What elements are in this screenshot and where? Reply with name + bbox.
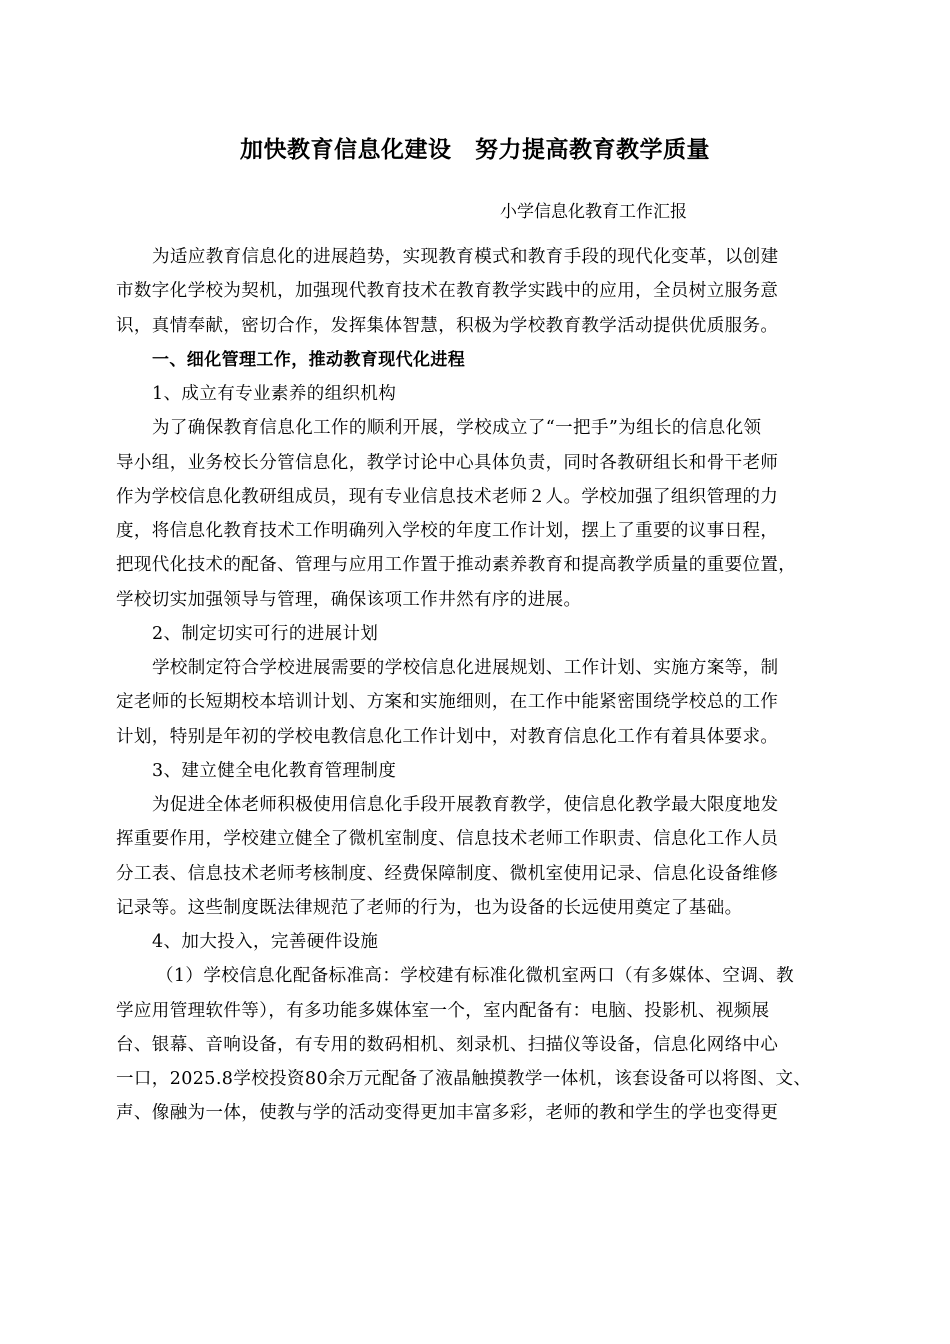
subsection-heading: 1、成立有专业素养的组织机构: [152, 384, 397, 404]
paragraph-line: 分工表、信息技术老师考核制度、经费保障制度、微机室使用记录、信息化设备维修: [116, 863, 779, 884]
document-subtitle: 小学信息化教育工作汇报: [500, 202, 687, 222]
paragraph-line: 度，将信息化教育技术工作明确列入学校的年度工作计划，摆上了重要的议事日程，: [116, 521, 779, 541]
subsection-heading: 3、建立健全电化教育管理制度: [152, 760, 397, 781]
document-body: [116, 240, 828, 1131]
paragraph-line: 市数字化学校为契机，加强现代教育技术在教育教学实践中的应用，全员树立服务意: [116, 281, 779, 302]
paragraph-line: 挥重要作用，学校建立健全了微机室制度、信息技术老师工作职责、信息化工作人员: [116, 829, 779, 850]
subsection-heading: 2、制定切实可行的进展计划: [152, 623, 379, 644]
section-heading: 一、细化管理工作，推动教育现代化进程: [152, 349, 466, 370]
paragraph-line: 学校制定符合学校进展需要的学校信息化进展规划、工作计划、实施方案等，制: [152, 658, 779, 678]
paragraph-line: 一口，2025.8学校投资80余万元配备了液晶触摸教学一体机，该套设备可以将图、文、: [116, 1069, 812, 1089]
paragraph-line: 声、像融为一体，使教与学的活动变得更加丰富多彩，老师的教和学生的学也变得更: [116, 1103, 779, 1124]
paragraph-line: 记录等。这些制度既法律规范了老师的行为，也为设备的长远使用奠定了基础。: [116, 897, 743, 918]
paragraph-line: 为了确保教育信息化工作的顺利开展，学校成立了“一把手”为组长的信息化领: [152, 418, 762, 439]
paragraph-line: 学校切实加强领导与管理，确保该项工作井然有序的进展。: [116, 589, 582, 610]
paragraph-line: 识，真情奉献，密切合作，发挥集体智慧，积极为学校教育教学活动提供优质服务。: [116, 315, 779, 336]
document-title: 加快教育信息化建设 努力提高教育教学质量: [240, 137, 710, 163]
paragraph-line: 为适应教育信息化的进展趋势，实现教育模式和教育手段的现代化变革，以创建: [152, 247, 779, 267]
paragraph-line: 导小组，业务校长分管信息化，教学讨论中心具体负责，同时各教研组长和骨干老师: [116, 452, 779, 473]
paragraph-line: 学应用管理软件等），有多功能多媒体室一个，室内配备有：电脑、投影机、视频展: [116, 1000, 770, 1021]
paragraph-line: 台、银幕、音响设备，有专用的数码相机、刻录机、扫描仪等设备，信息化网络中心: [116, 1034, 779, 1055]
paragraph-line: 为促进全体老师积极使用信息化手段开展教育教学，使信息化教学最大限度地发: [152, 795, 779, 815]
subsection-heading: 4、加大投入，完善硬件设施: [152, 932, 379, 952]
paragraph-line: 定老师的长短期校本培训计划、方案和实施细则，在工作中能紧密围绕学校总的工作: [116, 692, 779, 713]
paragraph-line: 计划，特别是年初的学校电教信息化工作计划中，对教育信息化工作有着具体要求。: [116, 726, 779, 747]
paragraph-line: 作为学校信息化教研组成员，现有专业信息技术老师２人。学校加强了组织管理的力: [116, 486, 779, 507]
paragraph-line: （1）学校信息化配备标准高：学校建有标准化微机室两口（有多媒体、空调、教: [156, 966, 795, 987]
paragraph-line: 把现代化技术的配备、管理与应用工作置于推动素养教育和提高教学质量的重要位置，: [116, 555, 797, 576]
